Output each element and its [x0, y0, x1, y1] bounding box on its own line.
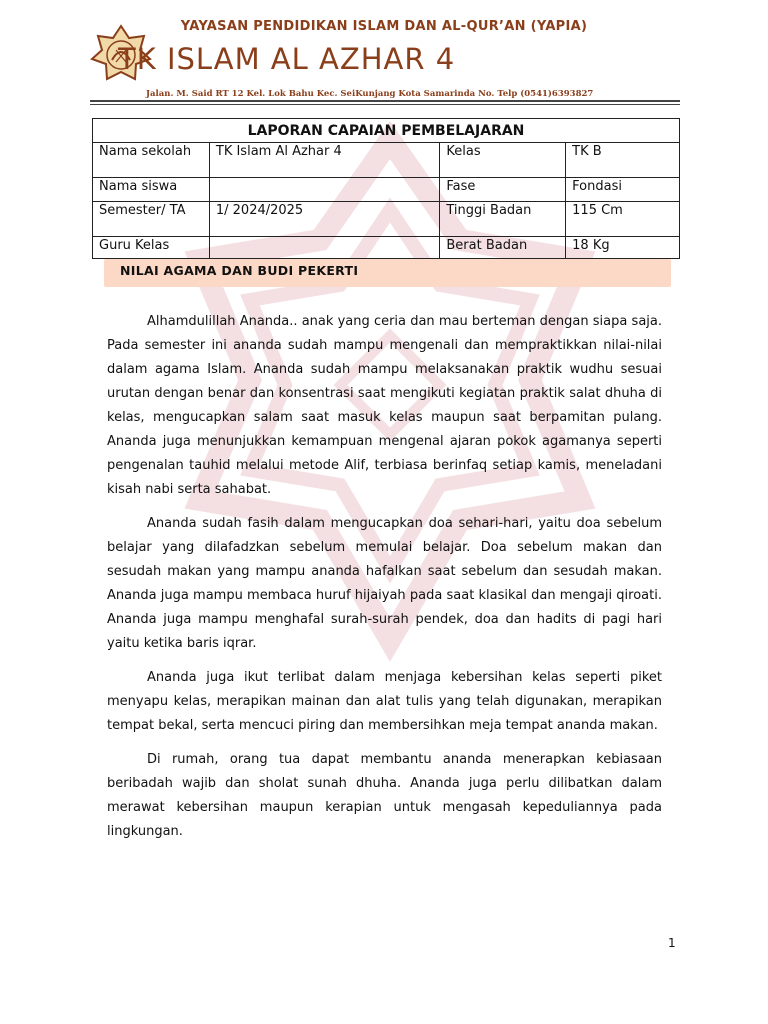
header-divider-thin [90, 104, 680, 105]
section-title: NILAI AGAMA DAN BUDI PEKERTI [120, 263, 359, 278]
label-teacher: Guru Kelas [93, 237, 210, 259]
label-school-name: Nama sekolah [93, 143, 210, 178]
value-phase: Fondasi [566, 178, 680, 202]
value-school-name: TK Islam Al Azhar 4 [209, 143, 440, 178]
section-header [104, 259, 671, 287]
value-height: 115 Cm [566, 202, 680, 237]
paragraph: Ananda juga ikut terlibat dalam menjaga kebersihan kelas seperti piket menyapu kelas, merapikan mainan dan alat tulis yang telah digunakan, merapikan tempat bekal, serta mencuci piring dan membersihkan meja tempat ananda makan. [107, 670, 662, 733]
school-title: TK ISLAM AL AZHAR 4 [118, 42, 456, 76]
report-title: LAPORAN CAPAIAN PEMBELAJARAN [93, 119, 680, 143]
paragraph: Di rumah, orang tua dapat membantu ananda menerapkan kebiasaan beribadah wajib dan sholat sunah dhuha. Ananda juga perlu dilibatkan dalam merawat kebersihan maupun kerapian untuk mengasah kepeduliannya pada lingkungan. [107, 752, 662, 839]
value-weight: 18 Kg [566, 237, 680, 259]
header-divider [90, 100, 680, 102]
value-class: TK B [566, 143, 680, 178]
report-info-table [92, 118, 680, 259]
paragraph: Alhamdulillah Ananda.. anak yang ceria dan mau berteman dengan siapa saja. Pada semester ini ananda sudah mampu mengenali dan mempraktikkan nilai-nilai dalam agama Islam. Ananda sudah mampu melaksanakan praktik wudhu sesuai urutan dengan benar dan konsentrasi saat mengikuti kegiatan praktik salat dhuha di kelas, mengucapkan salam saat masuk kelas maupun saat berpamitan pulang. Ananda juga menunjukkan kemampuan mengenal ajaran pokok agamanya seperti pengenalan tauhid melalui metode Alif, terbiasa berinfaq setiap kamis, meneladani kisah nabi serta sahabat. [107, 314, 662, 497]
value-semester: 1/ 2024/2025 [209, 202, 440, 237]
page-number: 1 [668, 936, 676, 950]
label-phase: Fase [440, 178, 566, 202]
label-semester: Semester/ TA [93, 202, 210, 237]
paragraph: Ananda sudah fasih dalam mengucapkan doa sehari-hari, yaitu doa sebelum belajar yang dilafadzkan sebelum memulai belajar. Doa sebelum makan dan sesudah makan yang mampu ananda hafalkan saat sebelum dan sesudah makan. Ananda juga mampu membaca huruf hijaiyah pada saat klasikal dan mengaji qiroati. Ananda juga mampu menghafal surah-surah pendek, doa dan hadits di pagi hari yaitu ketika baris iqrar. [107, 516, 662, 651]
school-address: Jalan. M. Said RT 12 Kel. Lok Bahu Kec. SeiKunjang Kota Samarinda No. Telp (0541)6393827 [146, 89, 594, 99]
value-teacher [209, 237, 440, 259]
foundation-name: YAYASAN PENDIDIKAN ISLAM DAN AL-QUR’AN (YAPIA) [180, 19, 588, 34]
report-body [107, 310, 662, 854]
label-student-name: Nama siswa [93, 178, 210, 202]
label-weight: Berat Badan [440, 237, 566, 259]
label-class: Kelas [440, 143, 566, 178]
value-student-name [209, 178, 440, 202]
label-height: Tinggi Badan [440, 202, 566, 237]
